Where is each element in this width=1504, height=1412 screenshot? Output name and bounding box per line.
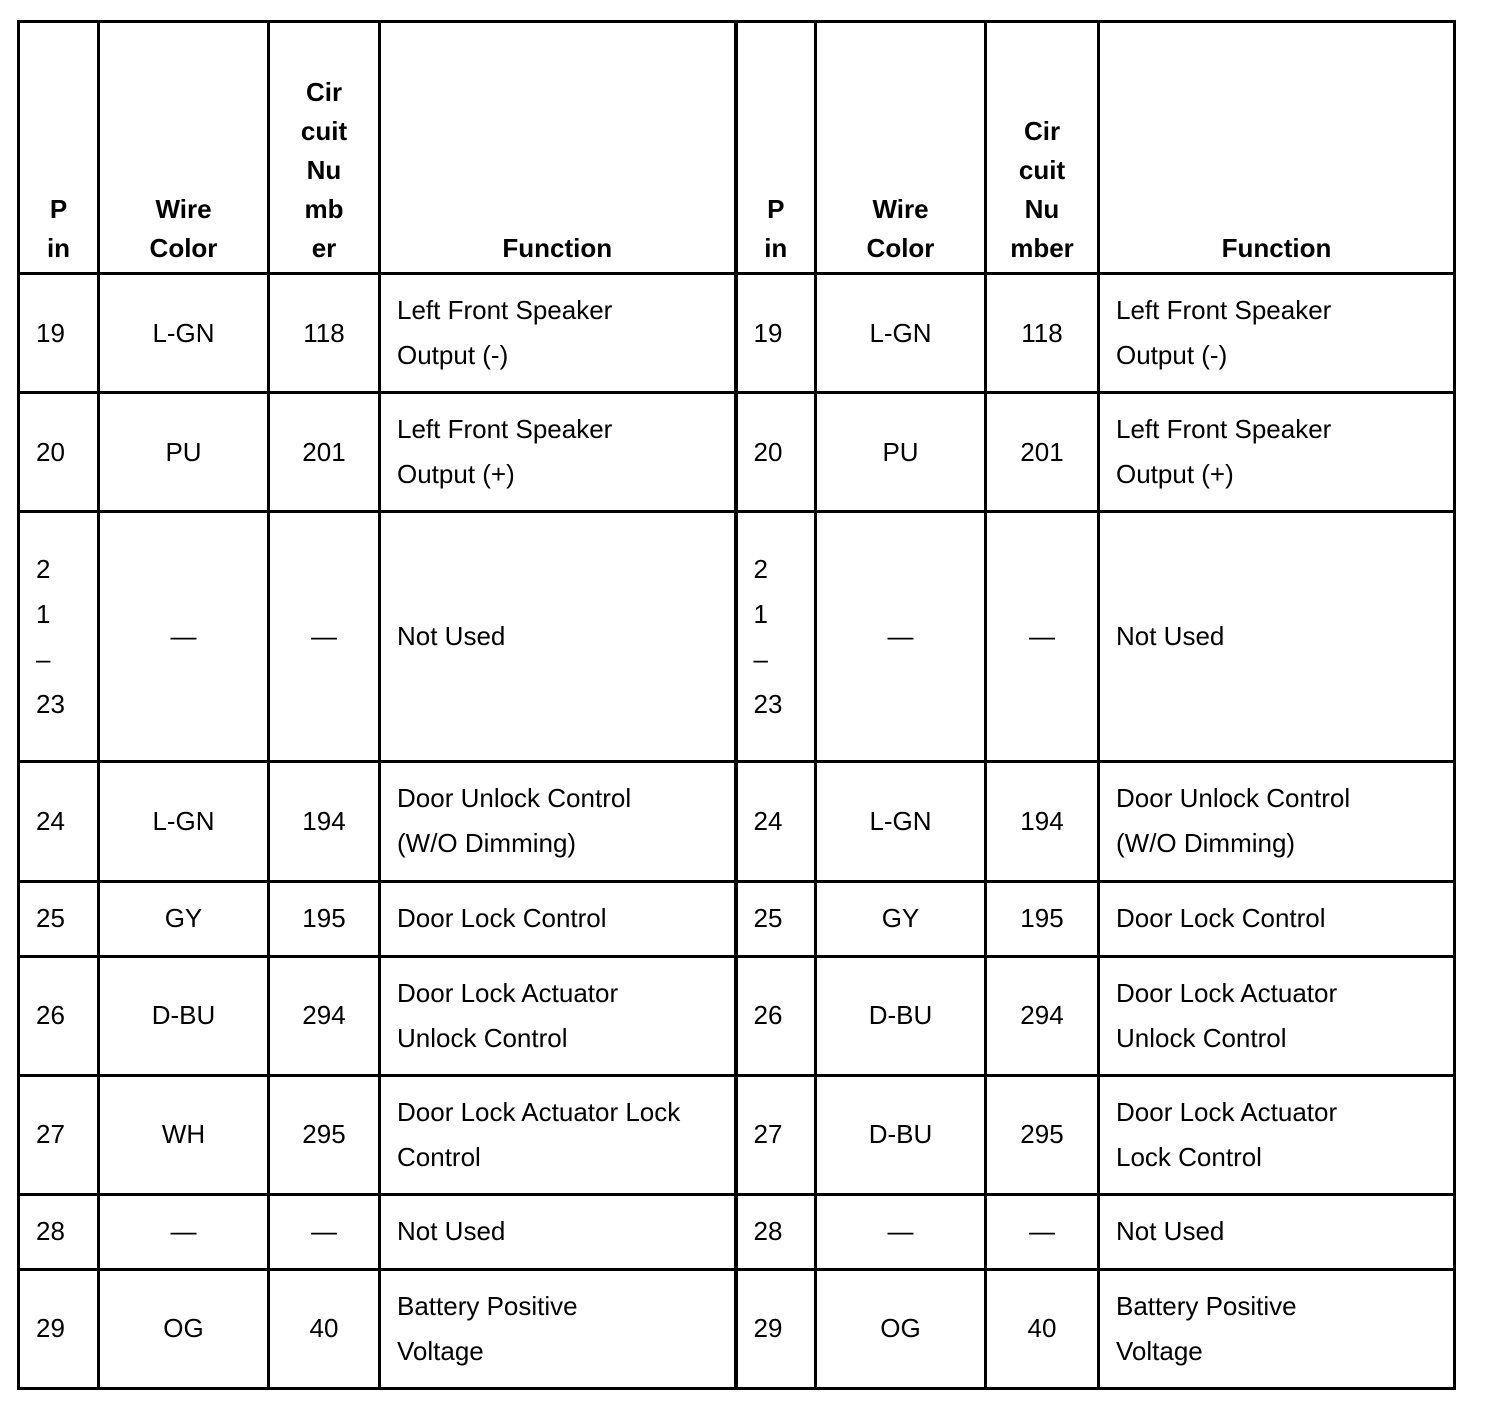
left-wire-color-header: Wire Color [99, 22, 269, 274]
right-circuit-number-cell [986, 956, 1099, 1075]
left-function-cell-text: Door Lock Actuator Lock Control [397, 1096, 681, 1172]
left-circuit-number-cell [269, 393, 380, 512]
left-pin-cell-text: 28 [36, 1216, 65, 1247]
left-function-cell [380, 956, 736, 1075]
right-circuit-number-cell [986, 762, 1099, 881]
left-pin-cell-text: 24 [36, 805, 65, 836]
left-pin-cell-text: 25 [36, 903, 65, 934]
left-wire-color-cell [99, 1194, 269, 1269]
right-wire-color-cell-text: L-GN [869, 317, 932, 348]
right-circuit-number-cell-text: 201 [1020, 436, 1064, 467]
right-wire-color-cell [816, 762, 986, 881]
left-wire-color-cell-text: WH [161, 1119, 206, 1150]
left-pin-cell-text: 29 [36, 1313, 65, 1344]
right-circuit-number-cell [986, 1194, 1099, 1269]
right-circuit-number-cell-text: 295 [1020, 1119, 1064, 1150]
left-circuit-number-header: Cir cuit Nu mb er [269, 22, 380, 274]
right-wire-color-cell [816, 1269, 986, 1388]
table-row [19, 1269, 1455, 1388]
left-function-cell [380, 393, 736, 512]
left-function-cell-text: Door Lock Control [397, 903, 607, 934]
left-circuit-number-cell [269, 512, 380, 762]
left-function-cell [380, 1269, 736, 1388]
left-function-cell [380, 274, 736, 393]
left-circuit-number-cell [269, 274, 380, 393]
left-function-cell [380, 881, 736, 956]
right-pin-cell [736, 881, 816, 956]
right-function-cell [1099, 512, 1455, 762]
pinout-table [17, 20, 1456, 1390]
left-function-cell-text: Door Lock Actuator Unlock Control [397, 977, 619, 1053]
left-wire-color-cell [99, 1269, 269, 1388]
right-wire-color-cell-text: PU [882, 436, 919, 467]
left-wire-color-cell-text: L-GN [152, 805, 215, 836]
right-wire-color-cell [816, 512, 986, 762]
right-circuit-number-cell [986, 1075, 1099, 1194]
left-wire-color-cell-text: — [170, 1216, 197, 1247]
left-pin-cell [19, 512, 99, 762]
left-circuit-number-cell-text: 295 [302, 1119, 346, 1150]
right-pin-cell [736, 393, 816, 512]
left-pin-cell [19, 881, 99, 956]
left-circuit-number-cell-text: — [311, 1216, 337, 1247]
left-pin-cell [19, 1075, 99, 1194]
right-circuit-number-cell [986, 1269, 1099, 1388]
left-circuit-number-cell-text: 118 [303, 317, 345, 348]
table-row [19, 1075, 1455, 1194]
left-circuit-number-cell [269, 1269, 380, 1388]
right-circuit-number-cell-text: 195 [1020, 903, 1064, 934]
left-pin-cell [19, 956, 99, 1075]
right-function-cell-text: Not Used [1116, 1216, 1225, 1247]
left-circuit-number-cell [269, 1194, 380, 1269]
left-pin-header: P in [19, 22, 99, 274]
right-pin-cell-text: 19 [753, 317, 783, 348]
right-function-cell-text: Not Used [1116, 621, 1225, 652]
right-pin-cell [736, 762, 816, 881]
right-function-cell-text: Door Unlock Control (W/O Dimming) [1116, 783, 1351, 859]
left-pin-cell-text: 2 1 – 23 [36, 553, 65, 719]
right-circuit-number-cell [986, 881, 1099, 956]
right-function-cell [1099, 393, 1455, 512]
left-pin-cell [19, 762, 99, 881]
right-pin-cell-text: 20 [753, 436, 783, 467]
right-circuit-number-header: Cir cuit Nu mber [986, 22, 1099, 274]
left-circuit-number-cell [269, 1075, 380, 1194]
right-pin-cell-text: 29 [753, 1313, 783, 1344]
left-pin-cell-text: 26 [36, 1000, 65, 1031]
left-circuit-number-cell [269, 762, 380, 881]
left-function-cell-text: Left Front Speaker Output (-) [397, 295, 613, 371]
left-function-cell-text: Not Used [397, 621, 506, 652]
left-wire-color-cell-text: PU [165, 436, 202, 467]
left-pin-cell [19, 393, 99, 512]
right-pin-cell [736, 274, 816, 393]
right-pin-cell-text: 28 [753, 1216, 783, 1247]
table-row [19, 762, 1455, 881]
right-circuit-number-cell [986, 393, 1099, 512]
left-function-cell-text: Not Used [397, 1216, 506, 1247]
right-circuit-number-cell-text: 118 [1021, 317, 1063, 348]
left-pin-cell-text: 20 [36, 436, 65, 467]
right-function-cell-text: Battery Positive Voltage [1116, 1290, 1297, 1366]
right-function-cell [1099, 1075, 1455, 1194]
right-wire-color-cell-text: — [887, 621, 914, 652]
right-wire-color-cell-text: — [887, 1216, 914, 1247]
left-circuit-number-cell-text: 194 [302, 805, 346, 836]
right-wire-color-cell [816, 274, 986, 393]
right-pin-cell-text: 2 1 – 23 [753, 553, 783, 719]
table-row [19, 956, 1455, 1075]
left-wire-color-cell [99, 956, 269, 1075]
right-function-cell [1099, 1194, 1455, 1269]
right-circuit-number-cell-text: 194 [1020, 805, 1064, 836]
table-row [19, 512, 1455, 762]
right-pin-cell-text: 24 [753, 805, 783, 836]
right-function-cell [1099, 1269, 1455, 1388]
left-wire-color-cell-text: D-BU [151, 1000, 216, 1031]
right-wire-color-cell [816, 881, 986, 956]
left-circuit-number-cell [269, 881, 380, 956]
left-pin-cell [19, 1269, 99, 1388]
right-function-cell [1099, 881, 1455, 956]
left-pin-cell [19, 1194, 99, 1269]
left-function-cell-text: Door Unlock Control (W/O Dimming) [397, 783, 632, 859]
left-circuit-number-cell [269, 956, 380, 1075]
right-function-cell [1099, 274, 1455, 393]
left-wire-color-cell [99, 1075, 269, 1194]
left-circuit-number-cell-text: — [311, 621, 337, 652]
right-wire-color-cell [816, 956, 986, 1075]
right-pin-cell-text: 25 [753, 903, 783, 934]
left-function-cell [380, 1075, 736, 1194]
left-pin-cell-text: 19 [36, 317, 65, 348]
right-function-cell [1099, 762, 1455, 881]
left-circuit-number-cell-text: 294 [302, 1000, 346, 1031]
left-function-header: Function [380, 22, 736, 274]
left-circuit-number-cell-text: 195 [302, 903, 346, 934]
table-row [19, 1194, 1455, 1269]
left-wire-color-cell [99, 512, 269, 762]
table-row [19, 274, 1455, 393]
left-function-cell-text: Left Front Speaker Output (+) [397, 414, 613, 490]
left-function-cell-text: Battery Positive Voltage [397, 1290, 578, 1366]
left-wire-color-cell [99, 393, 269, 512]
right-circuit-number-cell-text: — [1029, 1216, 1055, 1247]
left-wire-color-cell [99, 762, 269, 881]
left-wire-color-cell-text: OG [163, 1313, 204, 1344]
right-pin-header: P in [736, 22, 816, 274]
left-function-cell [380, 512, 736, 762]
right-wire-color-cell [816, 393, 986, 512]
left-wire-color-cell-text: GY [164, 903, 203, 934]
right-wire-color-cell-text: L-GN [869, 805, 932, 836]
right-function-cell-text: Left Front Speaker Output (+) [1116, 414, 1332, 490]
header-row [19, 22, 1455, 274]
right-pin-cell [736, 1075, 816, 1194]
right-wire-color-cell [816, 1194, 986, 1269]
right-pin-cell [736, 956, 816, 1075]
right-wire-color-cell-text: OG [880, 1313, 921, 1344]
left-wire-color-cell-text: L-GN [152, 317, 215, 348]
right-wire-color-header: Wire Color [816, 22, 986, 274]
left-circuit-number-cell-text: 40 [309, 1313, 339, 1344]
right-wire-color-cell-text: D-BU [868, 1000, 933, 1031]
right-pin-cell [736, 1269, 816, 1388]
right-circuit-number-cell [986, 274, 1099, 393]
right-function-cell [1099, 956, 1455, 1075]
right-function-cell-text: Door Lock Control [1116, 903, 1326, 934]
right-circuit-number-cell [986, 512, 1099, 762]
right-circuit-number-cell-text: 294 [1020, 1000, 1064, 1031]
left-function-cell [380, 762, 736, 881]
right-pin-cell-text: 27 [753, 1119, 783, 1150]
right-function-cell-text: Door Lock Actuator Lock Control [1116, 1096, 1338, 1172]
left-pin-cell [19, 274, 99, 393]
left-wire-color-cell-text: — [170, 621, 197, 652]
left-wire-color-cell [99, 274, 269, 393]
right-circuit-number-cell-text: 40 [1027, 1313, 1057, 1344]
right-function-cell-text: Door Lock Actuator Unlock Control [1116, 977, 1338, 1053]
right-function-cell-text: Left Front Speaker Output (-) [1116, 295, 1332, 371]
right-circuit-number-cell-text: — [1029, 621, 1055, 652]
table-row [19, 393, 1455, 512]
left-pin-cell-text: 27 [36, 1119, 65, 1150]
left-function-cell [380, 1194, 736, 1269]
right-wire-color-cell-text: GY [881, 903, 920, 934]
table-row [19, 881, 1455, 956]
left-circuit-number-cell-text: 201 [302, 436, 346, 467]
right-pin-cell [736, 512, 816, 762]
right-pin-cell-text: 26 [753, 1000, 783, 1031]
right-wire-color-cell [816, 1075, 986, 1194]
right-wire-color-cell-text: D-BU [868, 1119, 933, 1150]
left-wire-color-cell [99, 881, 269, 956]
right-pin-cell [736, 1194, 816, 1269]
right-function-header: Function [1099, 22, 1455, 274]
